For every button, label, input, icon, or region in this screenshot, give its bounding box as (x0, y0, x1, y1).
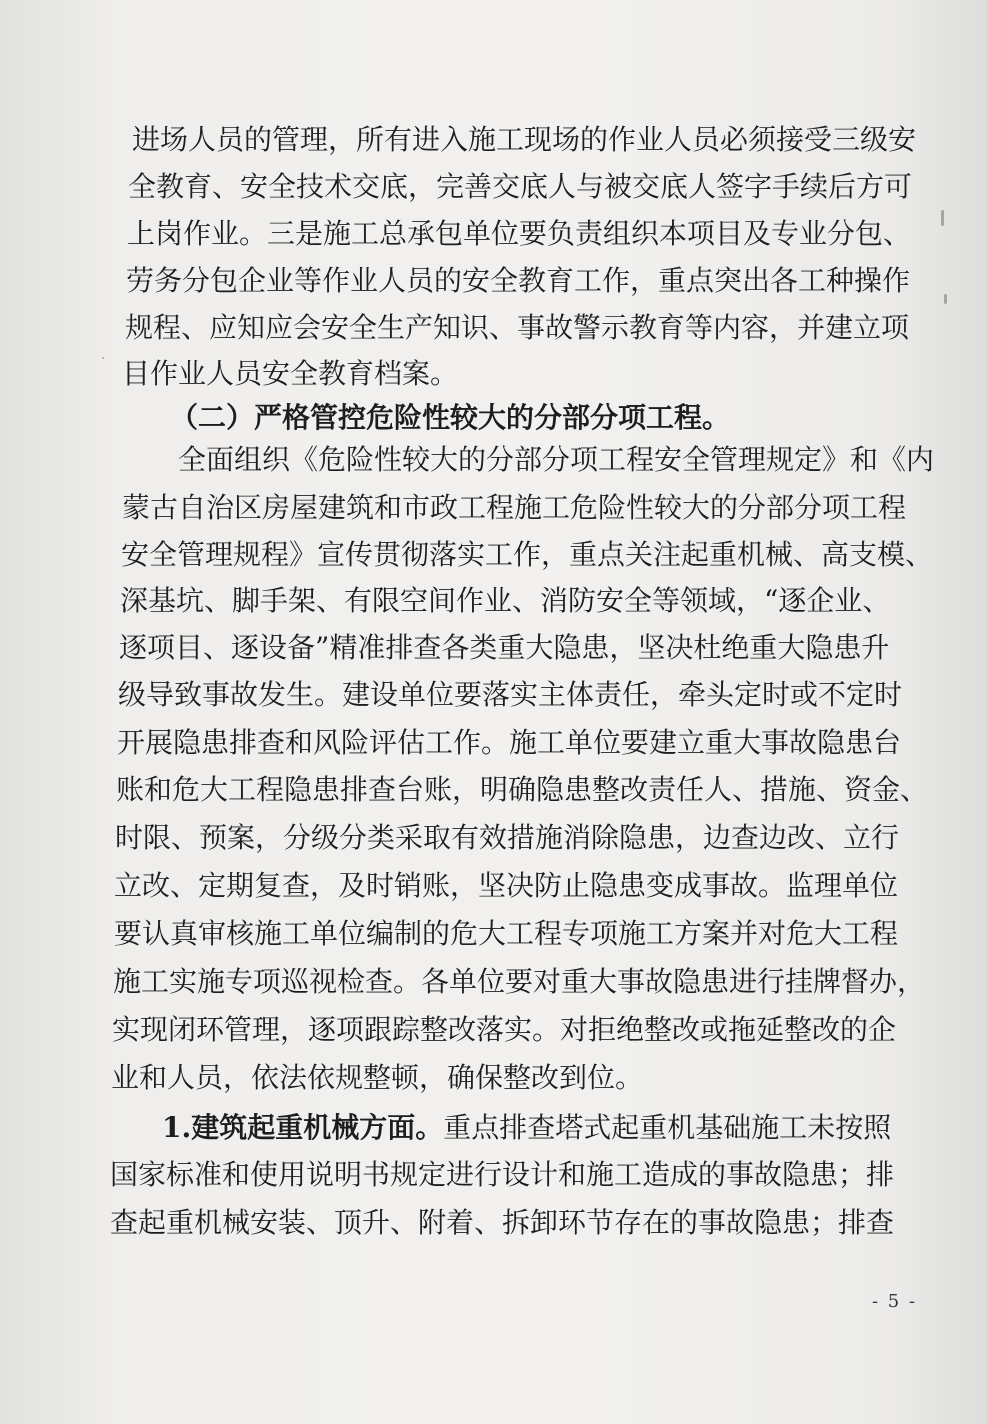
text-line: 全面组织《危险性较大的分部分项工程安全管理规定》和《内 (178, 443, 935, 476)
text-line: 规程、应知应会安全生产知识、事故警示教育等内容，并建立项 (125, 311, 910, 344)
text-line: 要认真审核施工单位编制的危大工程专项施工方案并对危大工程 (114, 917, 899, 950)
section-heading: （二）严格管控危险性较大的分部分项工程。 (170, 401, 731, 434)
paper-mark (941, 210, 944, 226)
text-line: 查起重机械安装、顶升、附着、拆卸环节存在的事故隐患；排查 (110, 1206, 895, 1239)
text-line: 实现闭环管理，逐项跟踪整改落实。对拒绝整改或拖延整改的企 (112, 1013, 897, 1046)
text-line: 开展隐患排查和风险评估工作。施工单位要建立重大事故隐患台 (117, 726, 902, 759)
text-line: 安全管理规程》宣传贯彻落实工作，重点关注起重机械、高支模、 (121, 538, 934, 571)
text-line: 目作业人员安全教育档案。 (122, 357, 459, 390)
paper-mark (102, 357, 104, 359)
text-line: 业和人员，依法依规整顿，确保整改到位。 (111, 1061, 644, 1094)
text-line: 进场人员的管理，所有进入施工现场的作业人员必须接受三级安 (132, 123, 917, 156)
text-line: 时限、预案，分级分类采取有效措施消除隐患，边查边改、立行 (115, 821, 900, 854)
text-line: 上岗作业。三是施工总承包单位要负责组织本项目及专业分包、 (127, 217, 912, 250)
text-line: 逐项目、逐设备”精准排查各类重大隐患，坚决杜绝重大隐患升 (119, 631, 890, 664)
text-line: 施工实施专项巡视检查。各单位要对重大事故隐患进行挂牌督办， (113, 965, 926, 998)
text-line: 级导致事故发生。建设单位要落实主体责任，牵头定时或不定时 (118, 678, 903, 711)
text-line: 账和危大工程隐患排查台账，明确隐患整改责任人、措施、资金、 (116, 773, 929, 806)
text-line: 国家标准和使用说明书规定进行设计和施工造成的事故隐患；排 (110, 1158, 895, 1191)
text-line: 深基坑、脚手架、有限空间作业、消防安全等领域，“逐企业、 (120, 584, 891, 617)
item-1-heading: 1.建筑起重机械方面。 (162, 1111, 444, 1144)
text-line: 劳务分包企业等作业人员的安全教育工作，重点突出各工种操作 (126, 264, 911, 297)
item-1-text: 重点排查塔式起重机基础施工未按照 (443, 1111, 892, 1144)
text-line: 立改、定期复查，及时销账，坚决防止隐患变成事故。监理单位 (114, 869, 899, 902)
text-line: 蒙古自治区房屋建筑和市政工程施工危险性较大的分部分项工程 (122, 491, 907, 524)
text-line: 全教育、安全技术交底，完善交底人与被交底人签字手续后方可 (128, 170, 913, 203)
item-1-line (162, 1108, 891, 1148)
paper-mark (944, 294, 947, 304)
page-number: - 5 - (872, 1291, 918, 1312)
